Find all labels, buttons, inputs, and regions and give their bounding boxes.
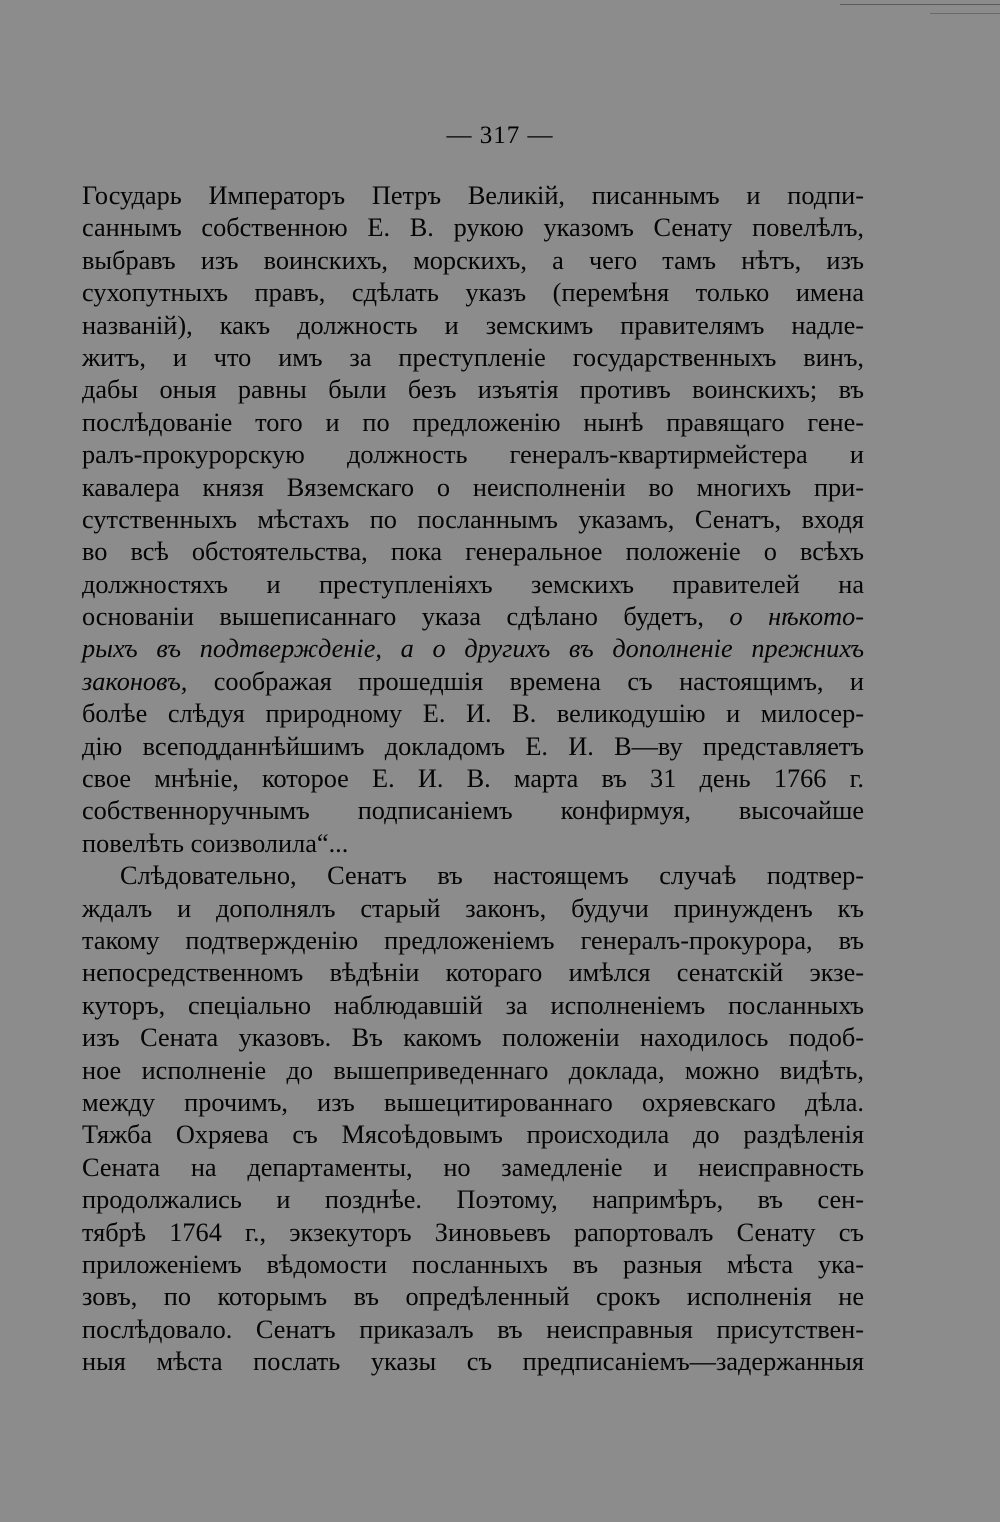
paragraph-first-line: Слѣдовательно, Сенатъ въ настоящемъ случаѣ подтвер- [120,861,864,891]
text-segment: основаніи вышеписаннаго указа сдѣлано будетъ, [82,602,704,632]
text-line: приложеніемъ вѣдомости посланныхъ въ разныя мѣста ука- [82,1249,864,1279]
text-segment: соображая прошедшія времена съ настоящимъ, и [213,666,864,696]
text-line: ралъ-прокурорскую должность генералъ-квартирмейстера и [82,440,864,470]
text-line: послѣдовало. Сенатъ приказалъ въ неисправныя присутствен- [82,1314,864,1344]
text-line: во всѣ обстоятельства, пока генеральное положеніе о всѣхъ [82,537,864,567]
text-line: Государь Императоръ Петръ Великій, писаннымъ и подпи- [82,181,864,210]
text-line: должностяхъ и преступленіяхъ земскихъ правителей на [82,569,864,599]
text-line: послѣдованіе того и по предложенію нынѣ правящаго гене- [82,407,864,437]
italic-segment: въ подтвержденіе, а о другихъ въ дополненіе прежнихъ [156,634,865,664]
text-line-mixed [82,601,864,633]
italic-segment: о нѣкото- [729,602,865,632]
text-line: свое мнѣніе, которое Е. И. В. марта въ 31 день 1766 г. [82,764,864,794]
text-line: зовъ, по которымъ въ опредѣленный срокъ исполненія не [82,1282,864,1312]
text-line: выбравъ изъ воинскихъ, морскихъ, а чего тамъ нѣтъ, изъ [82,245,864,275]
text-line: Тяжба Охряева съ Мясоѣдовымъ происходила до раздѣленія [82,1120,864,1150]
text-line: ное исполненіе до вышеприведеннаго доклада, можно видѣть, [82,1055,864,1085]
text-line: тябрѣ 1764 г., экзекуторъ Зиновьевъ рапортовалъ Сенату съ [82,1217,864,1247]
page-number: — 317 — [446,122,554,149]
text-line: ждалъ и дополнялъ старый законъ, будучи принужденъ къ [82,893,864,923]
text-line: дію всеподданнѣйшимъ докладомъ Е. И. В—ву представляетъ [82,731,864,761]
text-line: дабы оныя равны были безъ изъятія противъ воинскихъ; въ [82,375,864,405]
italic-segment: законовъ, [82,666,188,696]
text-line: Сената на департаменты, но замедленіе и неисправность [82,1152,864,1182]
text-line: названій), какъ должность и земскимъ правителямъ надле- [82,310,864,340]
text-line: болѣе слѣдуя природному Е. И. В. великодушію и милосер- [82,699,864,729]
text-line: непосредственномъ вѣдѣніи котораго имѣлся сенатскій экзе- [82,958,864,988]
text-line: собственноручнымъ подписаніемъ конфирмуя, высочайше [82,796,864,826]
text-line: между прочимъ, изъ вышецитированнаго охряевскаго дѣла. [82,1087,864,1117]
text-line: ныя мѣста послать указы съ предписаніемъ—задержанныя [82,1347,864,1377]
text-line: изъ Сената указовъ. Въ какомъ положеніи находилось подоб- [82,1023,864,1053]
text-line: житъ, и что имъ за преступленіе государственныхъ винъ, [82,342,864,372]
text-line: повелѣть соизволила“... [82,828,349,858]
scan-edge-mark [930,13,1000,14]
body-text [82,180,864,1378]
text-line: продолжались и позднѣе. Поэтому, напримѣръ, въ сен- [82,1185,864,1215]
italic-segment: рыхъ [82,634,138,664]
text-line: куторъ, спеціально наблюдавшій за исполненіемъ посланныхъ [82,990,864,1020]
text-line-mixed [82,666,864,698]
scan-edge-mark [840,4,1000,5]
text-line: сутственныхъ мѣстахъ по посланнымъ указамъ, Сенатъ, входя [82,504,864,534]
text-line: саннымъ собственною Е. В. рукою указомъ Сенату повелѣлъ, [82,213,864,243]
text-line: такому подтвержденію предложеніемъ генералъ-прокурора, въ [82,925,864,955]
text-line: кавалера князя Вяземскаго о неисполненіи во многихъ при- [82,472,864,502]
text-line-mixed [82,633,864,665]
text-line: сухопутныхъ правъ, сдѣлать указъ (перемѣня только имена [82,278,864,308]
